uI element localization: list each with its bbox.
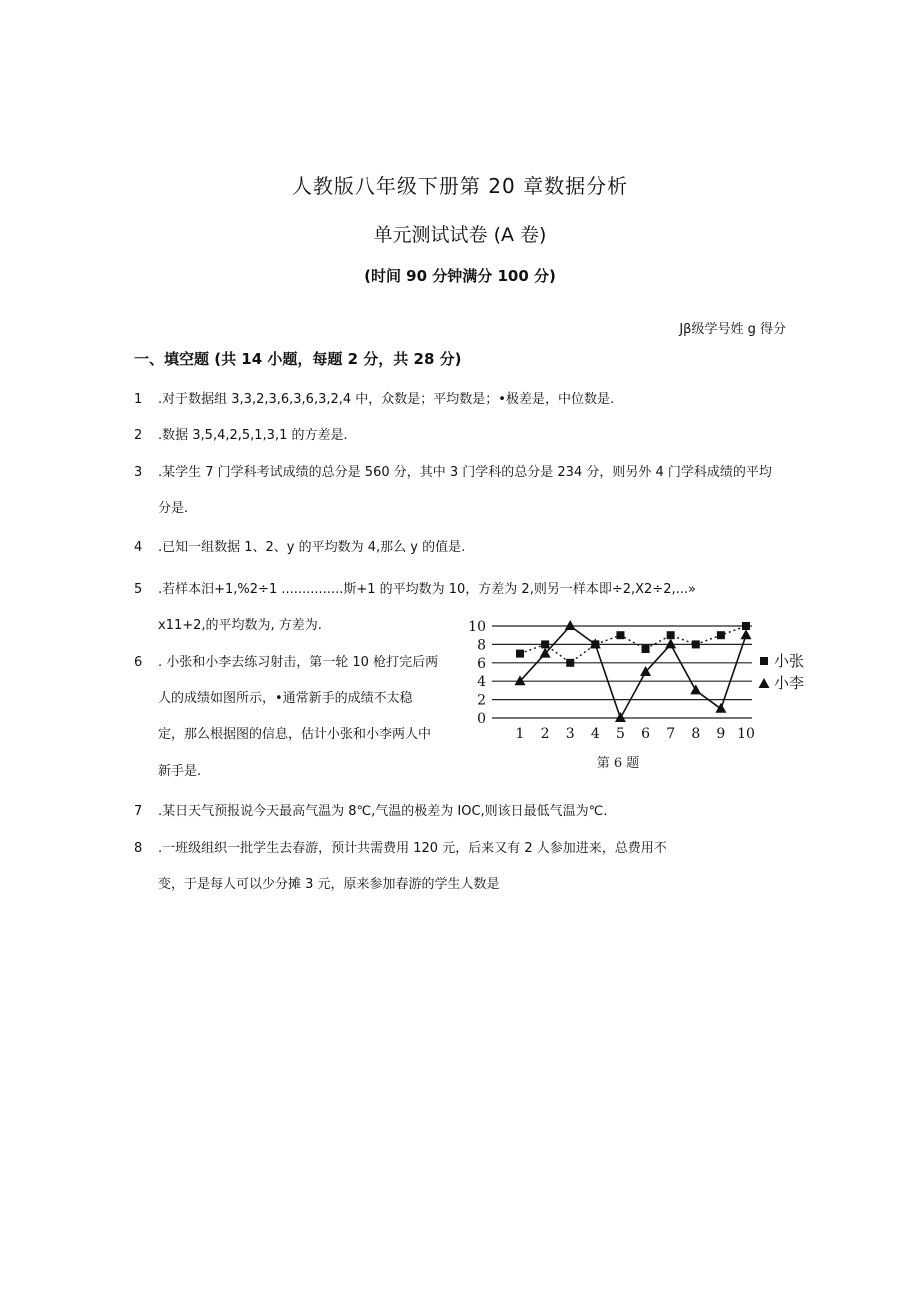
question-5-continued: x11+2,的平均数为, 方差为. [158, 618, 322, 633]
question-8-continued: 变，于是每人可以少分摊 3 元，原来参加春游的学生人数是 [158, 877, 500, 892]
question-text: .某学生 7 门学科考试成绩的总分是 560 分，其中 3 门学科的总分是 234 分，则另外 4 门学科成绩的平均 [158, 465, 772, 480]
question-number: 2 [134, 428, 143, 443]
line-chart [470, 614, 810, 774]
question-text: .某日天气预报说今天最高气温为 8℃,气温的极差为 IOC,则该日最低气温为℃. [158, 804, 608, 819]
question-8 [134, 837, 667, 856]
question-6-line-3: 定，那么根据图的信息，估计小张和小李两人中 [158, 727, 432, 742]
series-line-1 [520, 626, 746, 718]
x-tick-label: 2 [540, 726, 550, 742]
question-number: 5 [134, 582, 143, 597]
y-tick-label: 8 [477, 637, 486, 654]
question-text: .一班级组织一批学生去春游，预计共需费用 120 元，后来又有 2 人参加进来，总费用不 [158, 841, 667, 856]
x-tick-label: 5 [615, 726, 625, 742]
question-3-continued: 分是. [158, 501, 189, 516]
data-point-triangle [565, 620, 576, 630]
question-text: . 小张和小李去练习射击，第一轮 10 枪打完后两 [158, 655, 439, 670]
y-tick-label: 2 [477, 692, 486, 709]
legend-square-icon [760, 657, 768, 665]
question-6-line-4: 新手是. [158, 764, 202, 779]
data-point-triangle [665, 638, 676, 648]
x-tick-label: 4 [590, 726, 600, 742]
data-point-square [642, 645, 650, 653]
data-point-square [616, 631, 624, 639]
data-point-square [566, 659, 574, 667]
question-2 [134, 424, 348, 443]
data-point-triangle [741, 629, 752, 639]
section-heading: 一、填空题 (共 14 小题，每题 2 分，共 28 分) [134, 350, 462, 368]
time-note: (时间 90 分钟满分 100 分) [364, 267, 556, 285]
question-4 [134, 536, 465, 555]
x-tick-label: 1 [515, 726, 525, 742]
data-point-triangle [615, 712, 626, 722]
question-5 [134, 578, 696, 597]
question-7 [134, 800, 607, 819]
legend-label: 小李 [774, 674, 805, 692]
question-number: 3 [134, 465, 143, 480]
data-point-square [541, 640, 549, 648]
y-tick-label: 6 [477, 655, 486, 672]
data-point-square [516, 650, 524, 658]
question-6 [134, 651, 438, 670]
question-number: 6 [134, 655, 143, 670]
x-tick-label: 7 [666, 726, 676, 742]
y-tick-label: 4 [477, 674, 486, 691]
legend-label: 小张 [774, 652, 805, 670]
question-number: 8 [134, 841, 143, 856]
data-point-square [667, 631, 675, 639]
data-point-square [717, 631, 725, 639]
x-tick-label: 6 [641, 726, 651, 742]
student-info: Jβ级学号姓 g 得分 [679, 322, 786, 337]
data-point-square [742, 622, 750, 630]
question-text: .已知一组数据 1、2、y 的平均数为 4,那么 y 的值是. [158, 540, 466, 555]
x-tick-label: 8 [691, 726, 701, 742]
x-tick-label: 9 [716, 726, 726, 742]
question-text: .数据 3,5,4,2,5,1,3,1 的方差是. [158, 428, 348, 443]
question-3 [134, 461, 772, 480]
document-subtitle: 单元测试试卷 (A 卷) [373, 224, 547, 246]
question-1 [134, 388, 614, 407]
question-text: .对于数据组 3,3,2,3,6,3,6,3,2,4 中，众数是；平均数是；•极差是，中位数是. [158, 392, 615, 407]
x-tick-label: 10 [737, 726, 755, 742]
question-text: .若样本汨+1,%2÷1 ...............斯+1 的平均数为 10，方差为 2,则另一样本即÷2,X2÷2,...» [158, 582, 696, 597]
question-6-chart [470, 614, 810, 774]
question-number: 4 [134, 540, 143, 555]
data-point-square [692, 640, 700, 648]
question-number: 7 [134, 804, 143, 819]
document-title: 人教版八年级下册第 20 章数据分析 [291, 174, 629, 198]
x-tick-label: 3 [565, 726, 575, 742]
data-point-triangle [690, 684, 701, 694]
legend-triangle-icon [759, 678, 770, 688]
question-number: 1 [134, 392, 143, 407]
y-tick-label: 10 [468, 619, 486, 635]
y-tick-label: 0 [477, 711, 486, 727]
data-point-triangle [715, 703, 726, 713]
question-6-line-2: 人的成绩如图所示，•通常新手的成绩不太稳 [158, 691, 413, 706]
chart-title: 第 6 题 [596, 756, 640, 771]
